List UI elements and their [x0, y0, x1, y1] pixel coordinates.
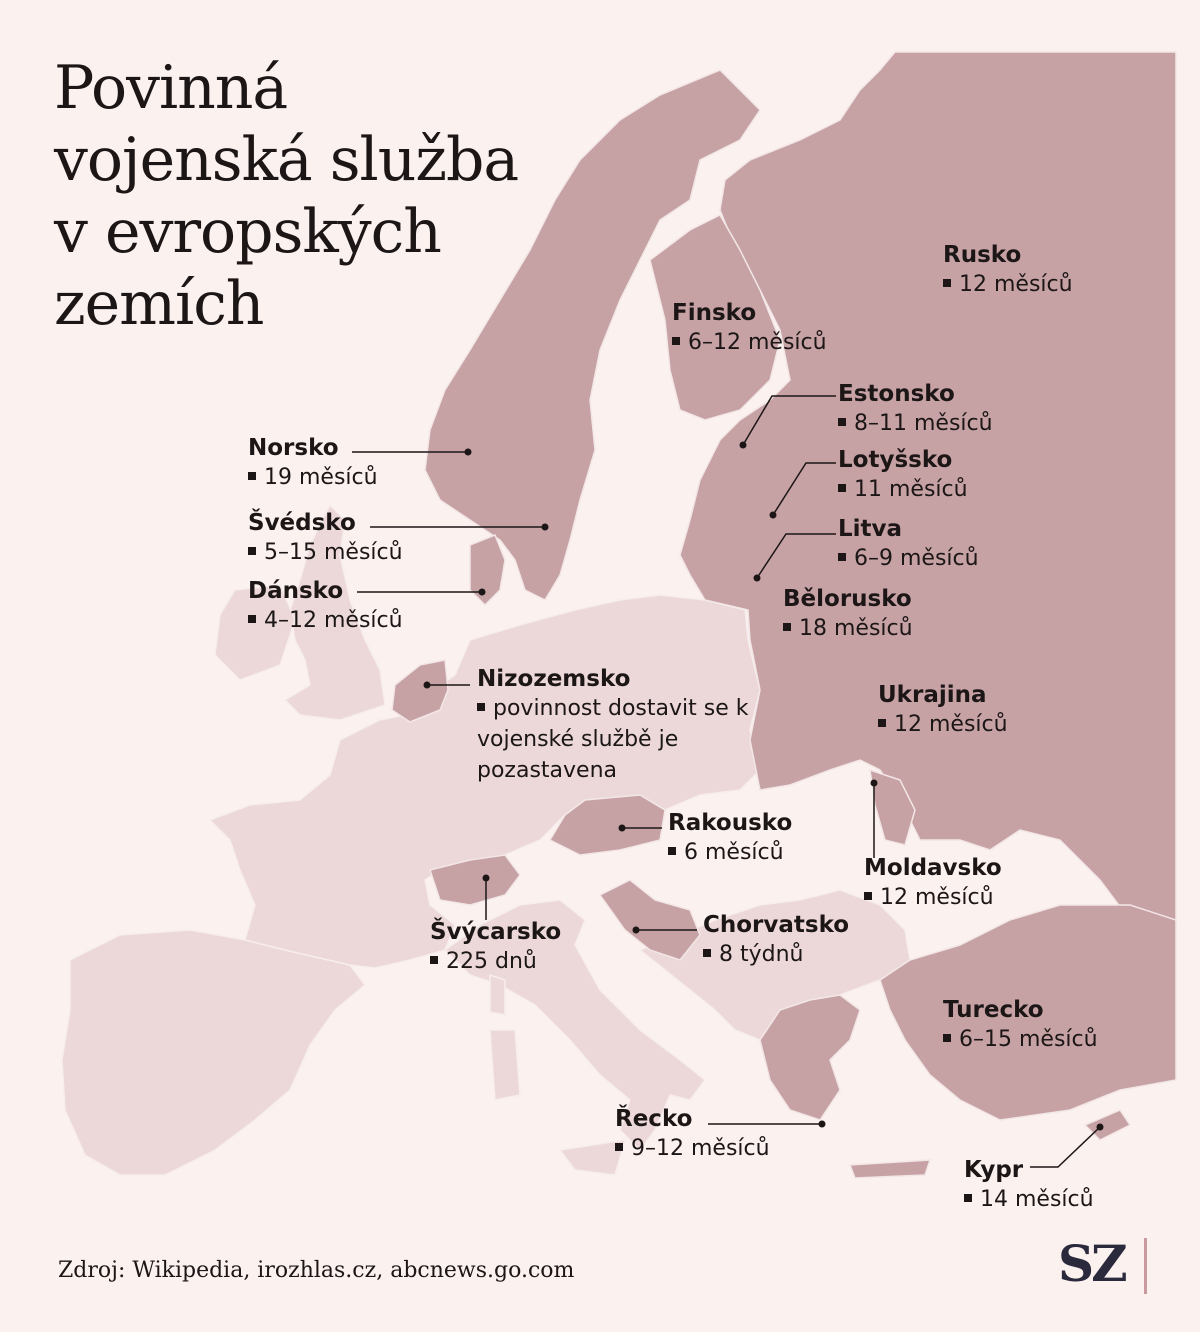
denmark-region	[470, 535, 505, 605]
country-name: Švédsko	[248, 510, 356, 536]
country-name: Chorvatsko	[703, 912, 850, 938]
bullet-square-icon	[864, 892, 872, 900]
country-name: Moldavsko	[864, 855, 1002, 881]
bullet-square-icon	[838, 484, 846, 492]
country-value	[248, 462, 378, 493]
label-chorvatsko	[703, 911, 849, 970]
title-line: Povinná	[54, 53, 288, 123]
country-name: Rakousko	[668, 810, 793, 836]
label-rusko	[943, 241, 1073, 300]
title-line: vojenská služba	[54, 125, 519, 195]
country-value	[248, 605, 403, 636]
country-name: Rusko	[943, 242, 1022, 268]
country-name: Finsko	[672, 300, 757, 326]
label-litva	[838, 515, 979, 574]
value-text: 8 týdnů	[719, 942, 804, 967]
label-lotyssko	[838, 446, 968, 505]
croatia-region	[600, 880, 700, 960]
crete-region	[850, 1160, 930, 1178]
country-value	[248, 537, 403, 568]
country-name: Litva	[838, 516, 903, 542]
label-estonsko	[838, 380, 993, 439]
bullet-square-icon	[672, 337, 680, 345]
country-value	[477, 693, 777, 786]
bullet-square-icon	[248, 615, 256, 623]
country-value	[964, 1184, 1094, 1215]
country-name: Nizozemsko	[477, 666, 631, 692]
country-value	[838, 408, 993, 439]
value-text: 14 měsíců	[980, 1187, 1094, 1212]
label-finsko	[672, 299, 827, 358]
country-value	[672, 327, 827, 358]
label-kypr	[964, 1156, 1094, 1215]
value-text: 9–12 měsíců	[631, 1136, 770, 1161]
label-rakousko	[668, 809, 792, 868]
country-value	[943, 269, 1073, 300]
bullet-square-icon	[964, 1194, 972, 1202]
country-name: Estonsko	[838, 381, 955, 407]
label-norsko	[248, 434, 378, 493]
country-value	[838, 543, 979, 574]
country-value	[943, 1024, 1098, 1055]
bullet-square-icon	[838, 418, 846, 426]
value-text: povinnost dostavit se k vojenské službě je pozastavena	[477, 696, 749, 783]
value-text: 18 měsíců	[799, 616, 913, 641]
label-svycarsko	[430, 918, 561, 977]
value-text: 5–15 měsíců	[264, 540, 403, 565]
value-text: 6 měsíců	[684, 840, 784, 865]
bullet-square-icon	[943, 279, 951, 287]
country-value	[668, 837, 792, 868]
page-title	[54, 52, 654, 340]
country-value	[838, 474, 968, 505]
sardinia-region	[490, 1030, 520, 1100]
value-text: 6–15 měsíců	[959, 1027, 1098, 1052]
value-text: 19 měsíců	[264, 465, 378, 490]
value-text: 8–11 měsíců	[854, 411, 993, 436]
label-moldavsko	[864, 854, 1002, 913]
value-text: 12 měsíců	[894, 712, 1008, 737]
country-value	[430, 946, 561, 977]
sz-logo	[1058, 1234, 1168, 1294]
country-name: Bělorusko	[783, 586, 912, 612]
country-name: Dánsko	[248, 578, 344, 604]
label-svedsko	[248, 509, 403, 568]
value-text: 12 měsíců	[959, 272, 1073, 297]
bullet-square-icon	[668, 847, 676, 855]
title-line: v evropských	[54, 197, 441, 267]
bullet-square-icon	[615, 1143, 623, 1151]
country-name: Norsko	[248, 435, 339, 461]
label-ukrajina	[878, 681, 1008, 740]
bullet-square-icon	[878, 719, 886, 727]
country-value	[615, 1133, 770, 1164]
country-name: Švýcarsko	[430, 919, 562, 945]
value-text: 12 měsíců	[880, 885, 994, 910]
title-line: zemích	[54, 269, 264, 339]
bullet-square-icon	[783, 623, 791, 631]
country-name: Kypr	[964, 1157, 1024, 1183]
country-value	[864, 882, 1002, 913]
bullet-square-icon	[248, 547, 256, 555]
bullet-square-icon	[943, 1034, 951, 1042]
label-turecko	[943, 996, 1098, 1055]
country-value	[878, 709, 1008, 740]
label-recko	[615, 1105, 770, 1164]
bullet-square-icon	[703, 949, 711, 957]
country-name: Lotyšsko	[838, 447, 953, 473]
bullet-square-icon	[248, 472, 256, 480]
bullet-square-icon	[838, 553, 846, 561]
label-belorusko	[783, 585, 913, 644]
country-name: Řecko	[615, 1106, 693, 1132]
value-text: 4–12 měsíců	[264, 608, 403, 633]
logo-divider	[1144, 1238, 1147, 1294]
country-value	[703, 939, 849, 970]
logo-text: SZ	[1058, 1234, 1125, 1293]
label-nizozemsko	[477, 665, 777, 786]
iberia-region	[62, 930, 365, 1175]
label-dansko	[248, 577, 403, 636]
value-text: 11 měsíců	[854, 477, 968, 502]
corsica-region	[490, 975, 505, 1015]
country-value	[783, 613, 913, 644]
country-name: Turecko	[943, 997, 1044, 1023]
bullet-square-icon	[477, 703, 485, 711]
source-note: Zdroj: Wikipedia, irozhlas.cz, abcnews.go.com	[58, 1258, 575, 1283]
value-text: 6–12 měsíců	[688, 330, 827, 355]
country-name: Ukrajina	[878, 682, 987, 708]
value-text: 225 dnů	[446, 949, 537, 974]
value-text: 6–9 měsíců	[854, 546, 979, 571]
bullet-square-icon	[430, 956, 438, 964]
